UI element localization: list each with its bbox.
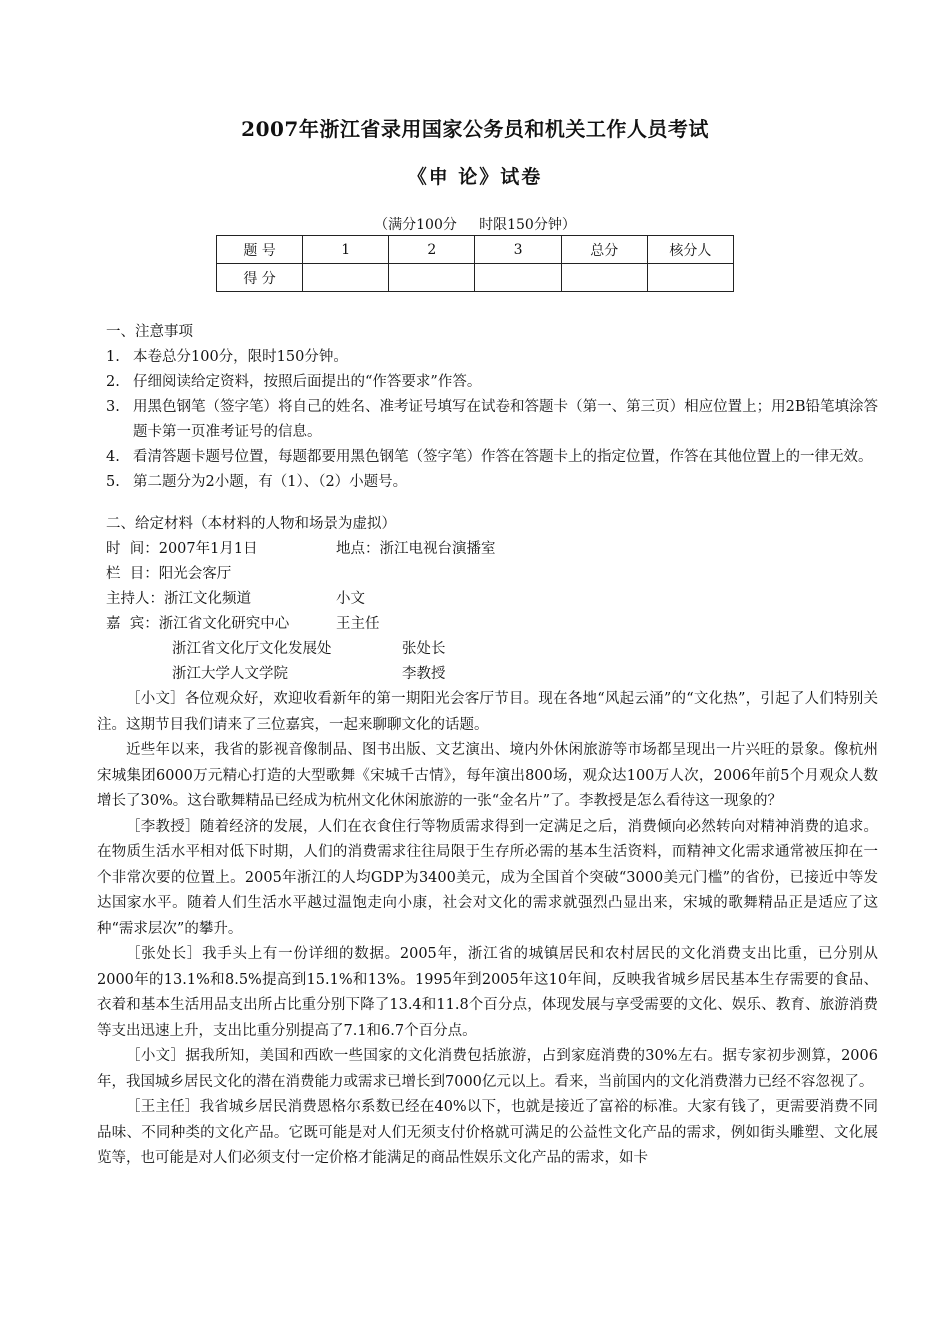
notice-item-text: 用黑色钢笔（签字笔）将自己的姓名、准考证号填写在试卷和答题卡（第一、第三页）相应位置上；用2B铅笔填涂答题卡第一页准考证号的信息。 [133,399,878,440]
notice-item-number: 4. [106,449,120,465]
meta-guest-name: 张处长 [402,641,446,657]
meta-guest-org: 浙江省文化厅文化发展处 [172,641,332,657]
section1-heading: 一、注意事项 [106,324,193,340]
score-table-header-cell: 2 [389,236,475,264]
meta-host-name: 小文 [336,591,365,607]
notice-item-number: 3. [106,399,120,415]
meta-guest-name: 李教授 [402,666,446,682]
score-table-header-cell: 1 [303,236,389,264]
notice-item-text: 仔细阅读给定资料，按照后面提出的“作答要求”作答。 [133,374,482,390]
page-title: 2007年浙江省录用国家公务员和机关工作人员考试 [241,117,709,141]
meta-column: 栏 目：阳光会客厅 [106,566,232,582]
meta-guests-label: 嘉 宾：浙江省文化研究中心 [106,616,290,632]
section-spacer [106,495,878,512]
meta-host-label: 主持人：浙江文化频道 [106,591,251,607]
dialogue-paragraph: ［李教授］随着经济的发展，人们在衣食住行等物质需求得到一定满足之后，消费倾向必然转向对精神消费的追求。在物质生活水平相对低下时期，人们的消费需求往往局限于生存所必需的基本生活资料，而精神文化需求通常被压抑在一个非常次要的位置上。2005年浙江的人均GDP为3400美元，成为全国首个突破“3000美元门槛”的省份，已接近中等发达国家水平。随着人们生活水平越过温饱走向小康，社会对文化的需求就强烈凸显出来，宋城的歌舞精品正是适应了这种“需求层次”的攀升。 [97,818,878,937]
score-row-label: 得 分 [217,264,303,292]
page-subtitle: 《申 论》试卷 [407,166,543,188]
meta-guest-row [106,612,878,637]
score-cell [475,264,561,292]
dialogue-paragraph: ［小文］各位观众好，欢迎收看新年的第一期阳光会客厅节目。现在各地“风起云涌”的“文化热”，引起了人们特别关注。这期节目我们请来了三位嘉宾，一起来聊聊文化的话题。 [97,691,878,733]
dialogue-paragraph: ［王主任］我省城乡居民消费恩格尔系数已经在40%以下，也就是接近了富裕的标准。大家有钱了，更需要消费不同品味、不同种类的文化产品。它既可能是对人们无须支付价格就可满足的公益性文化产品的需求，例如街头雕塑、文化展览等，也可能是对人们必须支付一定价格才能满足的商品性娱乐文化产品的需求，如卡 [97,1099,878,1166]
meta-guest-row [106,637,878,662]
notice-item-number: 1. [106,349,120,365]
score-table-score-row [217,264,734,292]
score-table-header-cell: 3 [475,236,561,264]
meta-guest-org: 浙江大学人文学院 [172,666,288,682]
score-cell [647,264,733,292]
notice-item [106,370,878,395]
score-table-header-cell: 核分人 [647,236,733,264]
notice-item-text: 本卷总分100分，限时150分钟。 [133,349,348,365]
notice-item-number: 5. [106,474,120,490]
notice-item [106,345,878,370]
score-info: （满分100分 时限150分钟） [374,217,576,233]
notice-item-text: 看清答题卡题号位置，每题都要用黑色钢笔（签字笔）作答在答题卡上的指定位置，作答在其他位置上的一律无效。 [133,449,873,465]
meta-place: 地点：浙江电视台演播室 [336,541,496,557]
score-table-header-cell: 总分 [561,236,647,264]
dialogue-paragraph: ［张处长］我手头上有一份详细的数据。2005年，浙江省的城镇居民和农村居民的文化消费支出比重，已分别从2000年的13.1%和8.5%提高到15.1%和13%。1995年到2005年这10年间，反映我省城乡居民基本生存需要的食品、衣着和基本生活用品支出所占比重分别下降了13.4和11.8个百分点，体现发展与享受需要的文化、娱乐、教育、旅游消费等支出迅速上升，支出比重分别提高了7.1和6.7个百分点。 [97,946,878,1039]
meta-guest-name: 王主任 [336,616,380,632]
score-table [216,235,734,292]
document-body [97,320,878,1172]
notice-item [106,470,878,495]
score-cell [561,264,647,292]
dialogue-paragraph: ［小文］据我所知，美国和西欧一些国家的文化消费包括旅游，占到家庭消费的30%左右。据专家初步测算，2006年，我国城乡居民文化的潜在消费能力或需求已增长到7000亿元以上。看来，当前国内的文化消费潜力已经不容忽视了。 [97,1048,878,1090]
meta-host-row [106,587,878,612]
dialogue-paragraph: 近些年以来，我省的影视音像制品、图书出版、文艺演出、境内外休闲旅游等市场都呈现出一片兴旺的景象。像杭州宋城集团6000万元精心打造的大型歌舞《宋城千古情》，每年演出800场，观众达100万人次，2006年前5个月观众人数增长了30%。这台歌舞精品已经成为杭州文化休闲旅游的一张“金名片”了。李教授是怎么看待这一现象的？ [97,742,878,809]
meta-guest-row [106,662,878,687]
score-cell [389,264,475,292]
score-table-header-cell: 题 号 [217,236,303,264]
notice-item [106,445,878,470]
score-table-header-row [217,236,734,264]
notice-item-text: 第二题分为2小题，有（1）、（2）小题号。 [133,474,408,490]
score-cell [303,264,389,292]
notice-item [106,395,878,445]
meta-time: 时 间：2007年1月1日 [106,541,258,557]
meta-time-row [106,537,878,562]
notice-item-number: 2. [106,374,120,390]
section2-heading: 二、给定材料（本材料的人物和场景为虚拟） [106,516,396,532]
